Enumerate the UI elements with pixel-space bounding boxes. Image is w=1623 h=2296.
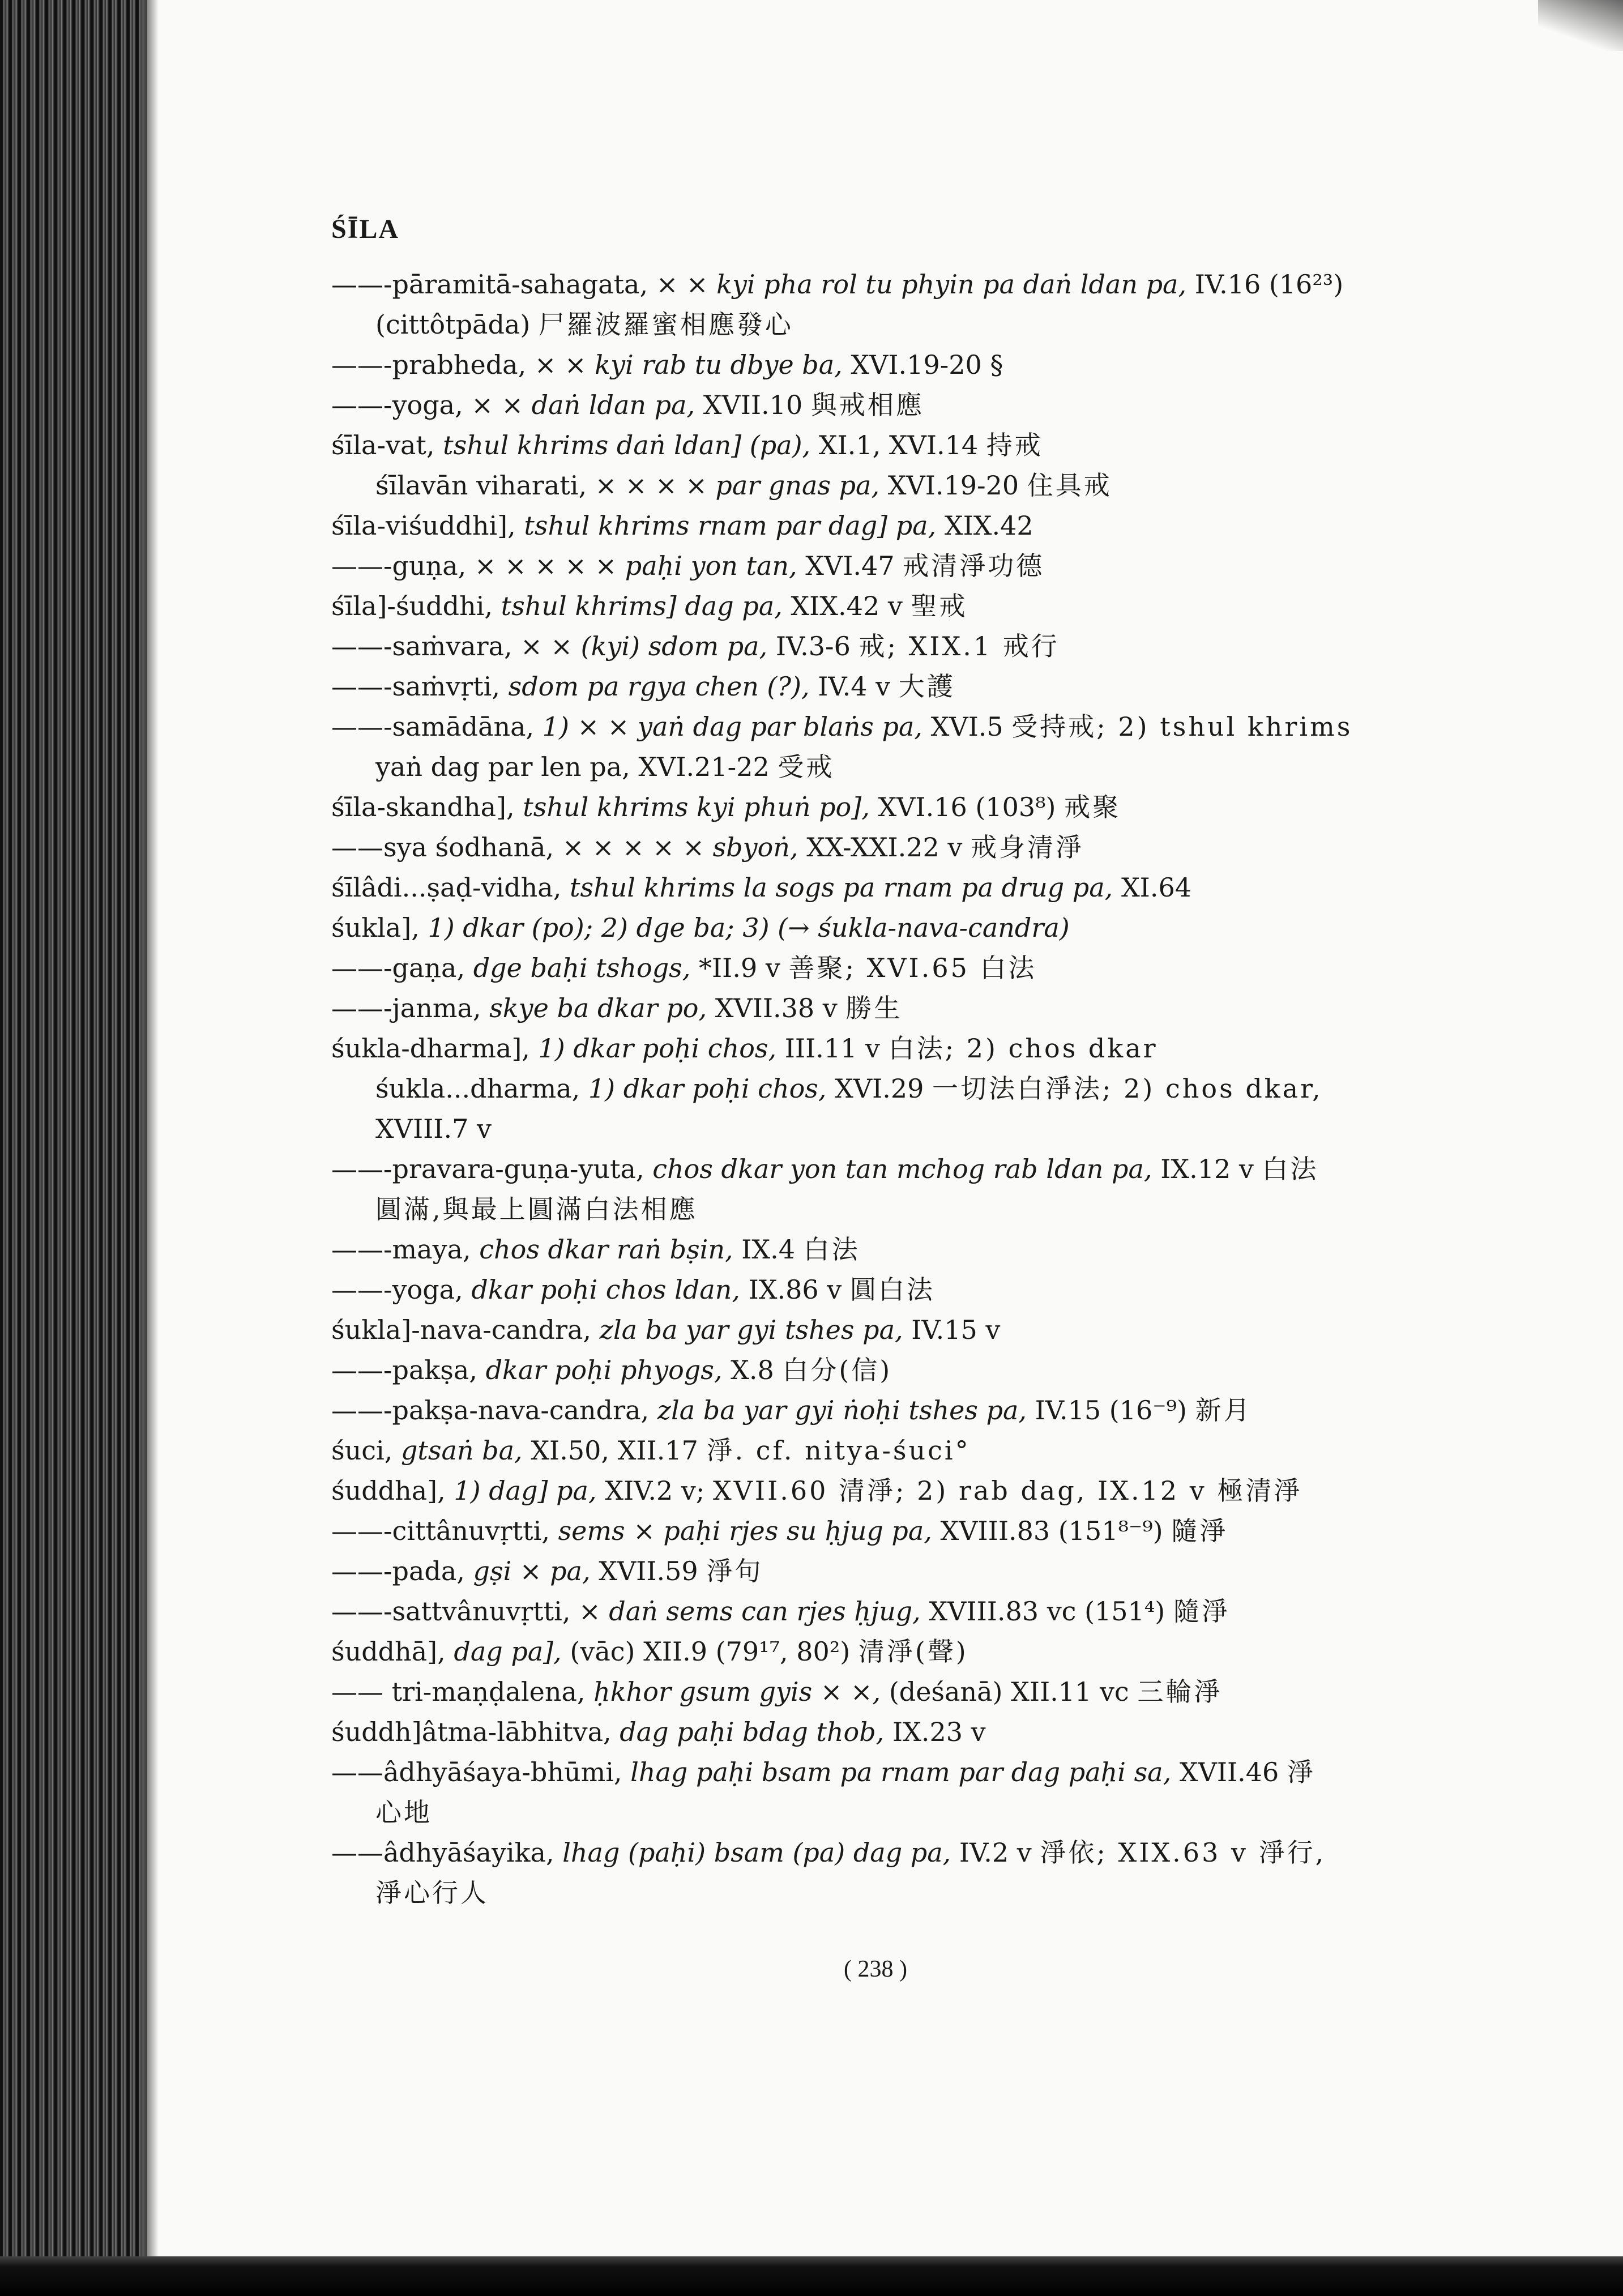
entry-cjk: 淨: [1287, 1757, 1316, 1787]
entry-tib: ḥkhor gsum gyis × ×,: [593, 1676, 881, 1707]
entry-cjk: 心地: [375, 1797, 432, 1828]
entry-tib: × × × × par gnas pa,: [595, 470, 880, 501]
entry-tib: lhag paḥi bsam pa rnam par dag paḥi sa,: [630, 1757, 1172, 1787]
entry-line: [331, 546, 1464, 586]
book-binding-edge: [0, 0, 147, 2296]
entry-head: śīlavān viharati,: [375, 470, 587, 501]
entry-tib: × × (kyi) sdom pa,: [520, 631, 768, 662]
page-number: ( 238 ): [844, 1956, 907, 1982]
entry-line: [331, 1149, 1464, 1189]
page-heading: ŚĪLA: [331, 214, 400, 244]
page-corner-shadow: [1538, 0, 1623, 51]
entry-head: XVIII.7 v: [375, 1113, 492, 1144]
entry-cjk: 隨淨: [1171, 1516, 1228, 1546]
entry-cjk: 淨依; XIX.63 v 淨行,: [1040, 1837, 1326, 1868]
entry-head: ——-cittânuvṛtti,: [331, 1516, 550, 1546]
entry-line: [331, 1833, 1464, 1873]
entry-head: śīla]-śuddhi,: [331, 591, 493, 621]
entry-head: ——-pakṣa,: [331, 1355, 477, 1385]
entry-head: yaṅ dag par len pa,: [375, 752, 630, 782]
entry-tib: dkar poḥi phyogs,: [485, 1355, 723, 1385]
entry-line: [331, 707, 1464, 747]
entry-line: [331, 264, 1464, 305]
entry-line: [331, 1230, 1464, 1270]
entry-line: [331, 908, 1464, 948]
entry-cjk: 戒清淨功德: [903, 550, 1045, 581]
entry-cjk: 戒身清淨: [971, 832, 1084, 863]
entry-head: śuci,: [331, 1435, 393, 1466]
entry-head: śukla]-nava-candra,: [331, 1315, 592, 1345]
entry-tib: dkar poḥi chos ldan,: [471, 1274, 740, 1305]
entry-head: śukla-dharma],: [331, 1033, 530, 1064]
entry-tib: dge baḥi tshogs,: [473, 953, 691, 983]
entry-tib: dag pa],: [454, 1636, 562, 1667]
entry-cjk: 淨. cf. nitya-śuci°: [706, 1435, 971, 1466]
entry-head: ——âdhyāśayika,: [331, 1837, 554, 1868]
entry-head: ——-samādāna,: [331, 711, 535, 742]
entry-tib: 1) × × yaṅ dag par blaṅs pa,: [542, 711, 922, 742]
entry-line: [331, 1028, 1464, 1069]
entry-tib: × × × × × paḥi yon tan,: [474, 550, 797, 581]
entry-ref: XVI.21-22: [638, 752, 770, 782]
entry-cjk: 新月: [1195, 1395, 1252, 1426]
entry-cjk: 清淨(聲): [858, 1636, 968, 1667]
entry-cjk: 三輪淨: [1137, 1676, 1223, 1707]
entry-ref: XVI.29: [835, 1073, 924, 1104]
entry-line: [331, 1632, 1464, 1672]
entry-ref: XVII.10: [703, 390, 803, 420]
entry-cjk: 持戒: [986, 430, 1043, 460]
entry-ref: IV.3-6: [775, 631, 851, 662]
entry-ref: XVIII.83 (151⁸⁻⁹): [940, 1516, 1163, 1546]
entry-ref: XVII.59: [599, 1556, 698, 1586]
entry-ref: *II.9 v: [699, 953, 780, 983]
entry-ref: IX.23 v: [892, 1717, 986, 1747]
entry-head: śukla],: [331, 912, 420, 943]
dictionary-page: [331, 212, 1464, 1913]
entry-head: śuddha],: [331, 1475, 446, 1506]
entry-ref: XVII.46: [1179, 1757, 1279, 1787]
entry-head: ——sya śodhanā,: [331, 832, 554, 863]
entry-line: [331, 868, 1464, 908]
entry-line: [331, 1310, 1464, 1350]
entry-line: [331, 827, 1464, 868]
entry-head: ——-yoga,: [331, 390, 463, 420]
entry-head: śuddhā],: [331, 1636, 446, 1667]
entry-ref: XVI.5: [930, 711, 1003, 742]
entry-ref: XVI.16 (103⁸): [878, 792, 1056, 822]
entry-tib: × × × × × sbyoṅ,: [562, 832, 798, 863]
entry-tib: tshul khrims kyi phuṅ po],: [523, 792, 870, 822]
entry-ref: XX-XXI.22 v: [806, 832, 963, 863]
entry-line: [331, 466, 1464, 506]
entry-line: [331, 787, 1464, 827]
entry-cjk: 淨句: [706, 1556, 763, 1586]
entry-ref: (vāc) XII.9 (79¹⁷, 80²): [570, 1636, 851, 1667]
entry-cjk: 受持戒; 2) tshul khrims: [1011, 711, 1353, 742]
entry-head: ——-yoga,: [331, 1274, 463, 1305]
entry-tib: dag paḥi bdag thob,: [620, 1717, 885, 1747]
entry-tib: × daṅ sems can rjes ḥjug,: [579, 1596, 921, 1627]
entry-tib: sems × paḥi rjes su ḥjug pa,: [558, 1516, 932, 1546]
entry-ref: IX.12 v: [1160, 1154, 1254, 1184]
entry-tib: 1) dkar poḥi chos,: [588, 1073, 827, 1104]
scan-bottom-edge: [0, 2256, 1623, 2296]
entry-line: [331, 747, 1464, 787]
entry-head: śīla-skandha],: [331, 792, 515, 822]
entry-head: ——-saṁvara,: [331, 631, 512, 662]
entry-head: ——-pāramitā-sahagata,: [331, 269, 648, 300]
entry-ref: IV.2 v: [959, 1837, 1032, 1868]
entry-ref: XIX.42: [944, 510, 1033, 541]
entry-cjk: 白法: [1262, 1154, 1319, 1184]
entry-ref: IV.4 v: [818, 671, 891, 702]
entry-line: [331, 1270, 1464, 1310]
entry-cjk: XVII.60 清淨; 2) rab dag, IX.12 v 極清淨: [712, 1475, 1302, 1506]
entry-line: [331, 425, 1464, 466]
entry-ref: X.8: [731, 1355, 774, 1385]
entry-head: ——âdhyāśaya-bhūmi,: [331, 1757, 622, 1787]
entry-ref: IV.16 (16²³): [1194, 269, 1344, 300]
entry-line: [331, 1551, 1464, 1591]
entry-head: śīla-viśuddhi],: [331, 510, 516, 541]
entry-tib: tshul khrims daṅ ldan] (pa),: [443, 430, 811, 460]
entry-cjk: 聖戒: [911, 591, 968, 621]
entry-tib: gtsaṅ ba,: [400, 1435, 523, 1466]
entry-ref: XVIII.83 vc (151⁴): [929, 1596, 1165, 1627]
entry-ref: III.11 v: [784, 1033, 881, 1064]
entry-cjk: 隨淨: [1173, 1596, 1230, 1627]
entry-tib: gṣi × pa,: [473, 1556, 591, 1586]
entry-tib: zla ba yar gyi ṅoḥi tshes pa,: [657, 1395, 1027, 1426]
entry-line: [331, 988, 1464, 1028]
entry-line: [331, 1873, 1464, 1913]
entry-head: ——-maya,: [331, 1234, 471, 1265]
entry-ref: XVI.47: [805, 550, 895, 581]
entry-line: [331, 1793, 1464, 1833]
entry-line: [331, 626, 1464, 667]
entry-cjk: 勝生: [845, 993, 903, 1023]
entry-cjk: 圓白法: [849, 1274, 935, 1305]
entry-line: [331, 385, 1464, 425]
entry-ref: XIV.2 v;: [605, 1475, 705, 1506]
entry-head: ——-prabheda,: [331, 349, 527, 380]
entry-tib: zla ba yar gyi tshes pa,: [599, 1315, 903, 1345]
entry-tib: lhag (paḥi) bsam (pa) dag pa,: [562, 1837, 951, 1868]
entry-line: [331, 345, 1464, 385]
entry-line: [331, 1109, 1464, 1149]
entry-head: śīla-vat,: [331, 430, 435, 460]
entry-ref: IV.15 (16⁻⁹): [1035, 1395, 1187, 1426]
entry-line: [331, 1752, 1464, 1793]
entry-cjk: 與戒相應: [810, 390, 924, 420]
entry-tib: × × kyi rab tu dbye ba,: [534, 349, 843, 380]
entry-head: ——-janma,: [331, 993, 481, 1023]
entry-cjk: 白分(信): [782, 1355, 892, 1385]
entry-tib: tshul khrims rnam par dag] pa,: [524, 510, 937, 541]
entry-line: [331, 1672, 1464, 1712]
entry-line: [331, 1471, 1464, 1511]
entry-head: ——-guṇa,: [331, 550, 467, 581]
entry-tib: × × kyi pha rol tu phyin pa daṅ ldan pa,: [656, 269, 1187, 300]
entry-tib: × × daṅ ldan pa,: [471, 390, 695, 420]
entry-head: —— tri-maṇḍalena,: [331, 1676, 586, 1707]
entry-head: ——-pravara-guṇa-yuta,: [331, 1154, 644, 1184]
entry-head: śuddh]âtma-lābhitva,: [331, 1717, 612, 1747]
entry-tib: chos dkar raṅ bṣin,: [479, 1234, 733, 1265]
entry-tib: 1) dkar (po); 2) dge ba; 3) (→ śukla-nava-candra): [428, 912, 1070, 943]
entry-head: ——-saṁvṛti,: [331, 671, 500, 702]
entry-ref: XIX.42 v: [791, 591, 903, 621]
entry-line: [331, 1350, 1464, 1390]
entry-line: [331, 1069, 1464, 1109]
entry-tib: tshul khrims la sogs pa rnam pa drug pa,: [569, 872, 1113, 903]
entry-line: [331, 1591, 1464, 1632]
entry-tib: sdom pa rgya chen (?),: [508, 671, 810, 702]
entry-cjk: 善聚; XVI.65 白法: [788, 953, 1037, 983]
entry-ref: XVI.19-20 §: [851, 349, 1003, 380]
entry-cjk: 戒; XIX.1 戒行: [859, 631, 1060, 662]
entry-cjk: 白法; 2) chos dkar: [888, 1033, 1158, 1064]
entry-tib: 1) dkar poḥi chos,: [538, 1033, 777, 1064]
binding-shadow: [142, 0, 159, 2296]
entry-cjk: 一切法白淨法; 2) chos dkar,: [932, 1073, 1323, 1104]
entry-cjk: 淨心行人: [375, 1877, 489, 1908]
entry-line: [331, 305, 1464, 345]
entry-line: [331, 948, 1464, 988]
entry-cjk: 圓滿,與最上圓滿白法相應: [375, 1194, 698, 1224]
entry-ref: IX.86 v: [748, 1274, 842, 1305]
entry-head: (cittôtpāda): [375, 309, 531, 340]
entry-head: ——-pada,: [331, 1556, 465, 1586]
entry-tib: 1) dag] pa,: [454, 1475, 597, 1506]
entry-line: [331, 1712, 1464, 1752]
entry-cjk: 受戒: [778, 752, 835, 782]
entry-line: [331, 1189, 1464, 1230]
entry-head: ——-gaṇa,: [331, 953, 465, 983]
entry-line: [331, 1390, 1464, 1431]
entry-ref: XVII.38 v: [715, 993, 838, 1023]
entry-ref: XI.50, XII.17: [531, 1435, 698, 1466]
entry-ref: IV.15 v: [911, 1315, 1001, 1345]
entry-line: [331, 506, 1464, 546]
entry-cjk: 住具戒: [1027, 470, 1112, 501]
entry-tib: chos dkar yon tan mchog rab ldan pa,: [652, 1154, 1152, 1184]
entry-cjk: 白法: [803, 1234, 860, 1265]
entry-head: śukla...dharma,: [375, 1073, 580, 1104]
entry-cjk: 大護: [898, 671, 955, 702]
entry-line: [331, 667, 1464, 707]
entry-cjk: 尸羅波羅蜜相應發心: [538, 309, 793, 340]
entry-ref: XI.64: [1121, 872, 1192, 903]
entry-line: [331, 1511, 1464, 1551]
entry-line: [331, 1431, 1464, 1471]
entry-list: [331, 264, 1464, 1913]
entry-cjk: 戒聚: [1064, 792, 1121, 822]
entry-line: [331, 586, 1464, 626]
entry-ref: XI.1, XVI.14: [818, 430, 979, 460]
entry-ref: (deśanā) XII.11 vc: [889, 1676, 1129, 1707]
entry-head: ——-pakṣa-nava-candra,: [331, 1395, 650, 1426]
entry-ref: XVI.19-20: [887, 470, 1019, 501]
entry-tib: skye ba dkar po,: [489, 993, 707, 1023]
entry-tib: tshul khrims] dag pa,: [501, 591, 783, 621]
entry-ref: IX.4: [741, 1234, 796, 1265]
entry-head: śīlâdi...ṣaḍ-vidha,: [331, 872, 562, 903]
entry-head: ——-sattvânuvṛtti,: [331, 1596, 571, 1627]
